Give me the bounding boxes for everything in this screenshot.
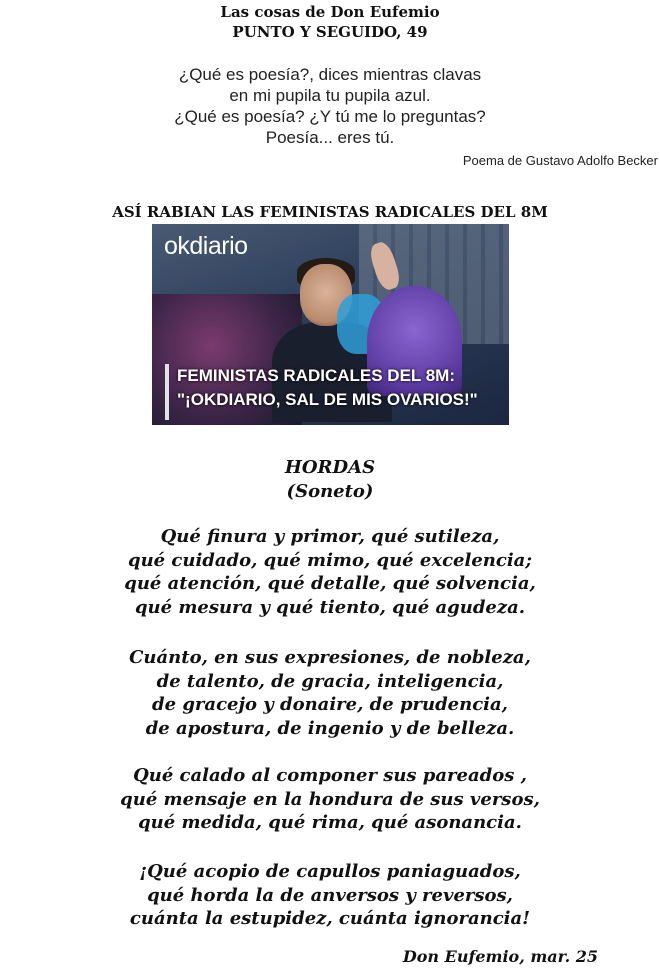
photo-caption-line: FEMINISTAS RADICALES DEL 8M: — [177, 366, 455, 385]
verse: qué atención, qué detalle, qué solvencia, — [124, 573, 536, 594]
stanza — [0, 646, 660, 740]
poem-title: HORDAS — [284, 457, 376, 478]
column-number: PUNTO Y SEGUIDO, 49 — [232, 23, 428, 41]
stanza — [0, 525, 660, 619]
verse: de apostura, de ingenio y de belleza. — [145, 717, 515, 739]
verse: qué medida, qué rima, qué asonancia. — [138, 812, 522, 833]
news-photo — [152, 224, 509, 425]
verse: ¡Qué acopio de capullos paniaguados, — [139, 861, 521, 882]
photo-caption — [165, 364, 497, 420]
verse: de gracejo y donaire, de prudencia, — [152, 694, 508, 715]
verse: Qué finura y primor, qué sutileza, — [160, 526, 500, 547]
poem-title-block — [0, 456, 660, 503]
photo-caption-line: "¡OKDIARIO, SAL DE MIS OVARIOS!" — [177, 390, 478, 409]
signature: Don Eufemio, mar. 25 — [402, 947, 598, 966]
verse: qué horda la de anversos y reversos, — [147, 884, 513, 906]
verse: qué mensaje en la hondura de sus versos, — [120, 788, 540, 810]
stanza — [0, 764, 660, 835]
verse: de talento, de gracia, inteligencia, — [156, 670, 504, 692]
epigraph-line: ¿Qué es poesía?, dices mientras clavas — [178, 65, 482, 84]
news-headline: ASÍ RABIAN LAS FEMINISTAS RADICALES DEL 8M — [112, 203, 548, 221]
stanza — [0, 860, 660, 931]
okdiario-logo: okdiario — [164, 232, 248, 260]
column-title: Las cosas de Don Eufemio — [220, 3, 440, 21]
column-header — [0, 2, 660, 42]
epigraph — [0, 64, 660, 148]
epigraph-line: ¿Qué es poesía? ¿Y tú me lo preguntas? — [174, 107, 486, 126]
verse: qué cuidado, qué mimo, qué excelencia; — [128, 549, 532, 571]
verse: qué mesura y qué tiento, qué agudeza. — [134, 596, 526, 618]
verse: cuánta la estupidez, cuánta ignorancia! — [129, 908, 531, 929]
epigraph-line: en mi pupila tu pupila azul. — [229, 86, 431, 105]
verse: Cuánto, en sus expresiones, de nobleza, — [129, 647, 531, 668]
verse: Qué calado al componer sus pareados , — [133, 765, 527, 786]
epigraph-line: Poesía... eres tú. — [265, 128, 395, 147]
poem-subtitle: (Soneto) — [286, 480, 374, 502]
epigraph-credit: Poema de Gustavo Adolfo Becker — [462, 153, 658, 168]
